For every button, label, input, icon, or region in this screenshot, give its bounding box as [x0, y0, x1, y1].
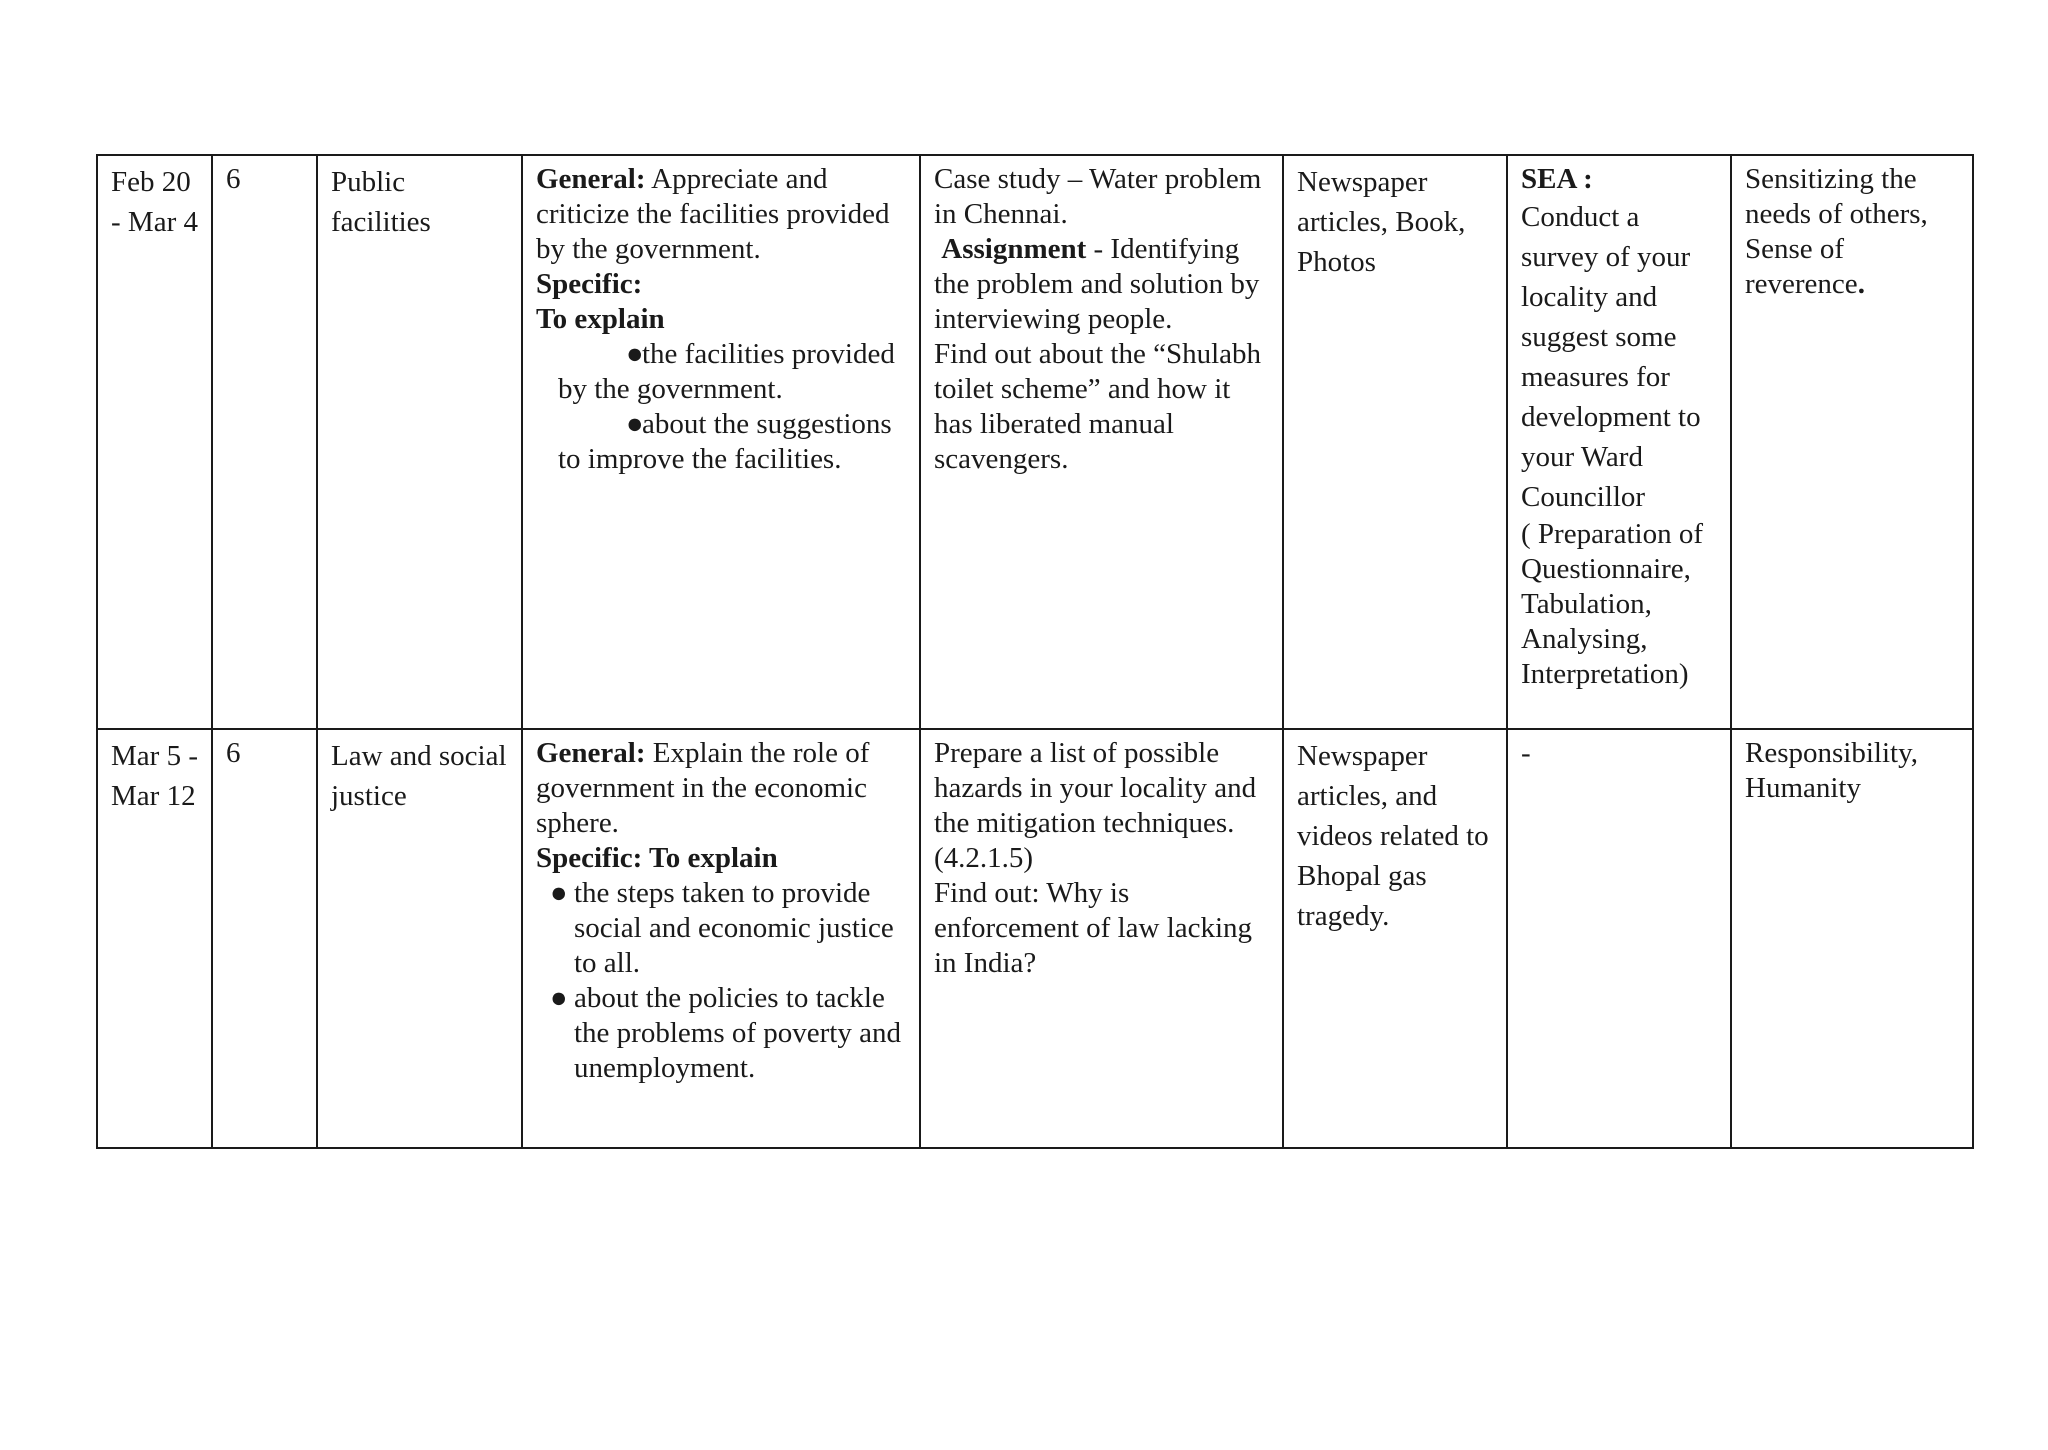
- resources-cell: Newspaper articles, and videos related to Bhopal gas tragedy.: [1283, 729, 1507, 1148]
- periods-cell: 6: [212, 729, 317, 1148]
- objectives-list: [536, 876, 907, 1086]
- specific-label: Specific:: [536, 268, 643, 300]
- activity-line: Find out: Why is enforcement of law lacking in India?: [934, 877, 1253, 979]
- general-label: General:: [536, 737, 646, 769]
- activity-line: Prepare a list of possible hazards in your locality and the mitigation techniques. (4.2.1.5): [934, 737, 1257, 874]
- sea-label: SEA :: [1521, 163, 1593, 195]
- activity-line: Find out about the “Shulabh toilet scheme” and how it has liberated manual scavengers.: [934, 338, 1262, 475]
- date-cell: Mar 5 - Mar 12: [97, 729, 212, 1148]
- assignment-label: Assignment: [941, 233, 1087, 265]
- sea-cell: [1507, 155, 1731, 729]
- list-item: ●about the suggestions to improve the facilities.: [558, 408, 892, 475]
- sea-cell: -: [1507, 729, 1731, 1148]
- specific-label: Specific: To explain: [536, 842, 778, 874]
- general-label: General:: [536, 163, 646, 195]
- list-item: ●the facilities provided by the government.: [558, 338, 895, 405]
- sea-text: Conduct a survey of your locality and suggest some measures for development to your Ward Councillor: [1521, 201, 1701, 513]
- table-row: [97, 729, 1973, 1148]
- general-text: Explain the role of government in the economic sphere.: [536, 737, 870, 839]
- table-row: [97, 155, 1973, 729]
- bullet-icon: ●: [550, 877, 568, 909]
- activities-cell: [920, 729, 1283, 1148]
- lesson-plan-table: [96, 154, 1974, 1149]
- objectives-cell: [522, 155, 920, 729]
- bullet-icon: ●: [626, 338, 644, 370]
- date-cell: Feb 20 - Mar 4: [97, 155, 212, 729]
- topic-cell: Public facilities: [317, 155, 522, 729]
- list-item: ● the steps taken to provide social and economic justice to all.: [550, 877, 894, 979]
- bullet-icon: ●: [626, 408, 644, 440]
- topic-cell: Law and social justice: [317, 729, 522, 1148]
- objectives-cell: [522, 729, 920, 1148]
- values-cell: Sensitizing the needs of others, Sense of reverence.: [1731, 155, 1973, 729]
- activity-line: [934, 232, 1270, 337]
- activities-cell: [920, 155, 1283, 729]
- activity-line: Case study – Water problem in Chennai.: [934, 163, 1262, 230]
- objectives-list: [536, 337, 907, 477]
- explain-label: To explain: [536, 303, 665, 335]
- values-cell: Responsibility, Humanity: [1731, 729, 1973, 1148]
- resources-cell: Newspaper articles, Book, Photos: [1283, 155, 1507, 729]
- assignment-text: - Identifying the problem and solution by interviewing people.: [934, 233, 1260, 335]
- bullet-icon: ●: [550, 982, 568, 1014]
- general-text: Appreciate and criticize the facilities provided by the government.: [536, 163, 890, 265]
- sea-extra: ( Preparation of Questionnaire, Tabulation, Analysing, Interpretation): [1521, 518, 1703, 690]
- periods-cell: 6: [212, 155, 317, 729]
- list-item: ● about the policies to tackle the problems of poverty and unemployment.: [550, 982, 901, 1084]
